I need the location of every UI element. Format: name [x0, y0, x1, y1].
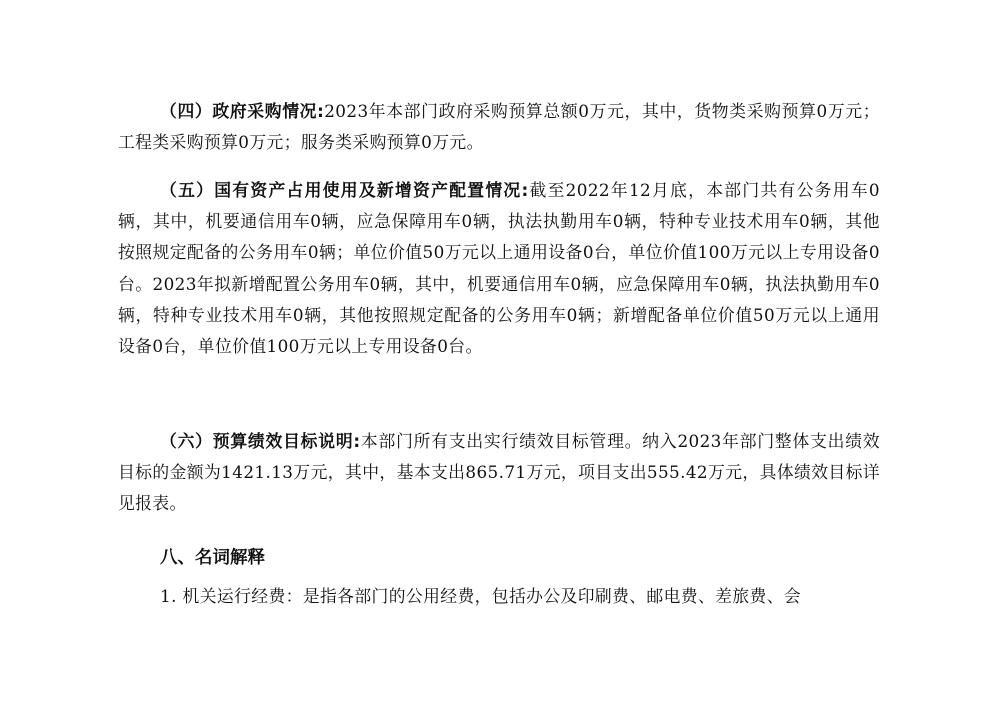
section-6-lead: （六）预算绩效目标说明: [160, 431, 361, 451]
section-5-body: 截至2022年12月底，本部门共有公务用车0辆，其中，机要通信用车0辆，应急保障用车0辆，执法执勤用车0辆，特种专业技术用车0辆，其他按照规定配备的公务用车0辆；单位价值50万元以上通用设备0台，单位价值100万元以上专用设备0台。2023年拟新增配置公务用车0辆，其中，机要通信用车0辆，应急保障用车0辆，执法执勤用车0辆，特种专业技术用车0辆，其他按照规定配备的公务用车0辆；新增配备单位价值50万元以上通用设备0台，单位价值100万元以上专用设备0台。 [118, 180, 880, 357]
section-6-body: 本部门所有支出实行绩效目标管理。纳入2023年部门整体支出绩效目标的金额为1421.13万元，其中，基本支出865.71万元，项目支出555.42万元，具体绩效目标详见报表。 [118, 431, 880, 514]
section-4-body: 2023年本部门政府采购预算总额0万元，其中，货物类采购预算0万元；工程类采购预算0万元；服务类采购预算0万元。 [118, 101, 880, 153]
paragraph-state-assets [118, 175, 880, 362]
paragraph-government-procurement [118, 96, 880, 158]
section-heading-glossary: 八、名词解释 [160, 548, 265, 568]
section-4-lead: （四）政府采购情况: [160, 101, 325, 121]
section-5-lead: （五）国有资产占用使用及新增资产配置情况: [160, 180, 529, 200]
paragraph-performance-goals [118, 426, 880, 520]
glossary-item-1: 1. 机关运行经费：是指各部门的公用经费，包括办公及印刷费、邮电费、差旅费、会 [160, 586, 802, 606]
